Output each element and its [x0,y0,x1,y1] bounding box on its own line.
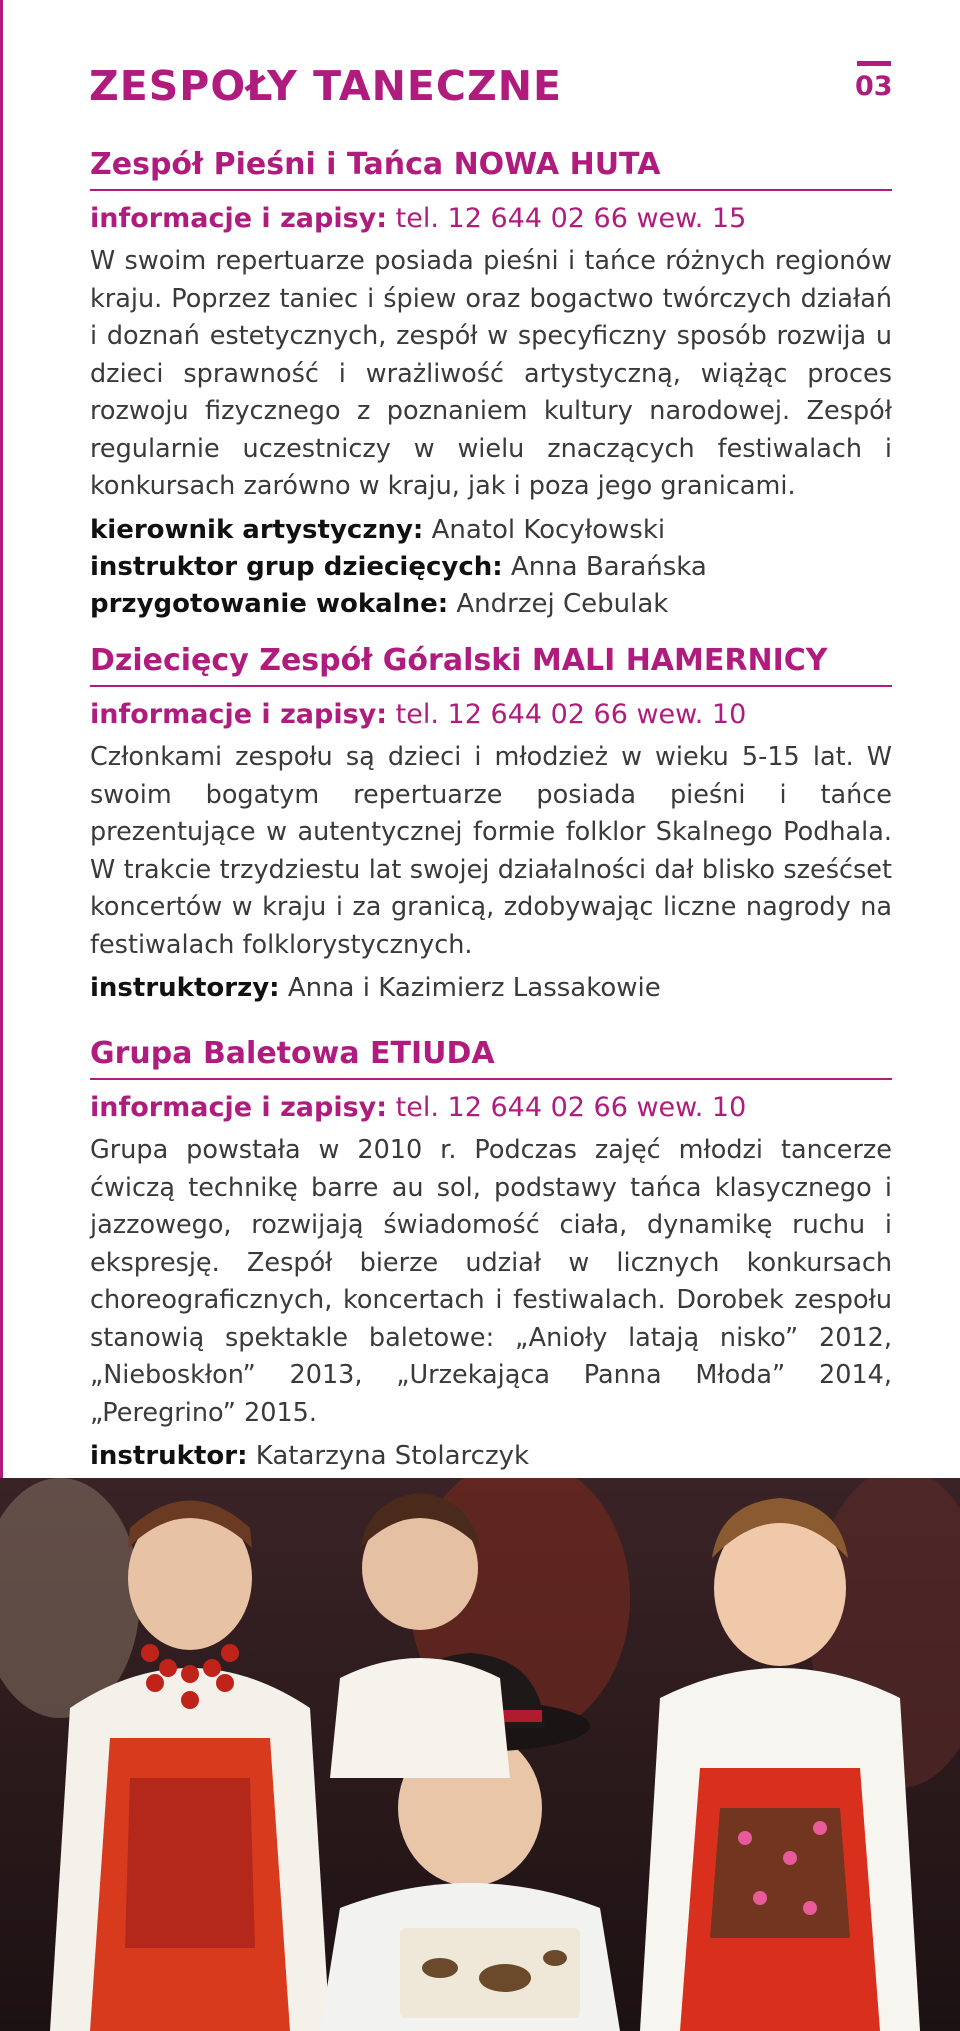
content-column [90,143,892,1475]
section-nowa-huta [90,143,892,639]
role-value: Anatol Kocyłowski [431,514,666,545]
role-line [90,586,892,623]
section-mali-hamernicy [90,639,892,1032]
page-title: ZESPOŁY TANECZNE [89,62,563,110]
photo-illustration [0,1478,960,2031]
page-number: 03 [855,71,893,102]
role-label: kierownik artystyczny: [90,514,424,545]
folk-dancers-photo [0,1478,960,2031]
role-value: Katarzyna Stolarczyk [255,1441,530,1471]
info-label: informacje i zapisy: [90,203,388,234]
info-line [90,1088,892,1128]
roles-list [90,512,892,623]
role-value: Anna i Kazimierz Lassakowie [287,973,661,1003]
left-accent-rule [0,0,3,1478]
roles-list [90,1438,892,1475]
info-phone: tel. 12 644 02 66 wew. 15 [395,203,747,234]
info-phone: tel. 12 644 02 66 wew. 10 [395,1092,747,1123]
role-label: przygotowanie wokalne: [90,588,449,619]
section-title: Grupa Baletowa ETIUDA [90,1032,892,1080]
role-label: instruktorzy: [90,973,280,1003]
info-line [90,695,892,735]
info-label: informacje i zapisy: [90,1092,388,1123]
role-value: Anna Barańska [510,551,707,582]
section-title: Dziecięcy Zespół Góralski MALI HAMERNICY [90,639,892,687]
roles-list [90,970,892,1007]
section-etiuda [90,1032,892,1475]
info-line [90,199,892,239]
role-line [90,549,892,586]
section-title: Zespół Pieśni i Tańca NOWA HUTA [90,143,892,191]
role-line [90,512,892,549]
role-line [90,1438,892,1475]
section-description: Członkami zespołu są dzieci i młodzież w wieku 5-15 lat. W swoim bogatym repertuarze posiada pieśni i tańce prezentujące w autentycznej formie folklor Skalnego Podhala. W trakcie trzydziestu lat swojej działalności dał blisko sześćset koncertów w kraju i za granicą, zdobywając liczne nagrody na festiwalach folklorystycznych. [90,742,892,960]
role-label: instruktor grup dziecięcych: [90,551,503,582]
section-description: W swoim repertuarze posiada pieśni i tańce różnych regionów kraju. Poprzez taniec i śpiew oraz bogactwo twórczych działań i doznań estetycznych, zespół w specyficzny sposób rozwija u dzieci sprawność i wrażliwość artystyczną, wiążąc proces rozwoju fizycznego z poznaniem kultury narodowej. Zespół regularnie uczestniczy w wielu znaczących festiwalach i konkursach zarówno w kraju, jak i poza jego granicami. [90,246,892,501]
info-label: informacje i zapisy: [90,699,388,730]
page-number-bar [857,61,891,66]
role-label: instruktor: [90,1441,248,1471]
role-value: Andrzej Cebulak [456,588,669,619]
role-line [90,970,892,1007]
section-description: Grupa powstała w 2010 r. Podczas zajęć młodzi tancerze ćwiczą technikę barre au sol, podstawy tańca klasycznego i jazzowego, rozwijają świadomość ciała, dynamikę ruchu i ekspresję. Zespół bierze udział w licznych konkursach choreograficznych, koncertach i festiwalach. Dorobek zespołu stanowią spektakle baletowe: „Anioły latają nisko” 2012, „Nieboskłon” 2013, „Urzekająca Panna Młoda” 2014, „Peregrino” 2015. [90,1135,892,1428]
info-phone: tel. 12 644 02 66 wew. 10 [395,699,747,730]
